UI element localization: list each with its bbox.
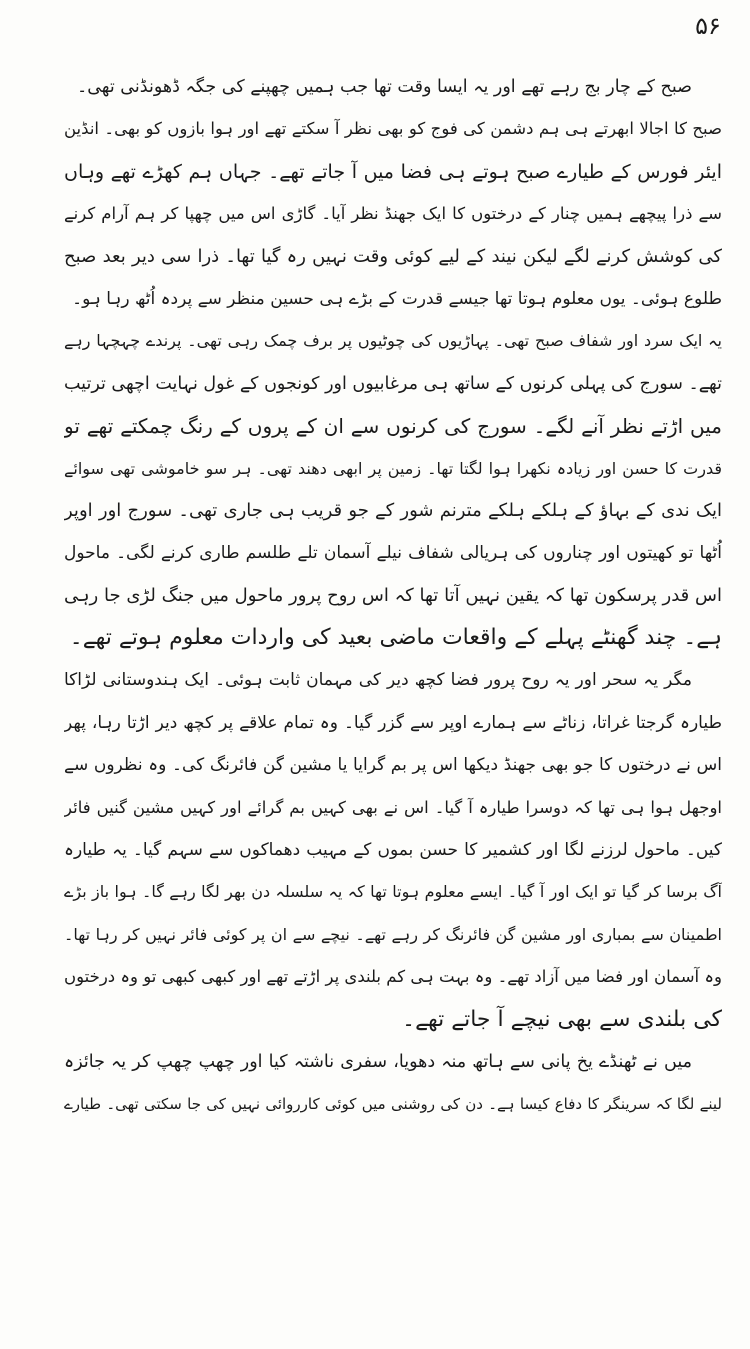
text-line: میں نے ٹھنڈے یخ پانی سے ہاتھ منہ دھویا، سفری ناشتہ کیا اور چھپ چھپ کر یہ جائزہ — [64, 1051, 692, 1072]
text-line: سے ذرا پیچھے ہمیں چنار کے درختوں کا ایک جھنڈ نظر آیا۔ گاڑی اس میں چھپا کر ہم آرام کرنے — [64, 204, 722, 224]
text-line: ہے۔ چند گھنٹے پہلے کے واقعات ماضی بعید کی واردات معلوم ہوتے تھے۔ — [69, 625, 722, 651]
body-text — [64, 66, 722, 1126]
text-line: میں اڑتے نظر آنے لگے۔ سورج کی کرنوں سے ان کے پروں کے رنگ چمکتے تھے تو — [64, 414, 722, 439]
text-line: کی بلندی سے بھی نیچے آ جاتے تھے۔ — [402, 1006, 722, 1032]
text-line: ایک ندی کے بہاؤ کے ہلکے ہلکے مترنم شور کے جو قریب ہی جاری تھی۔ سورج اور اوپر — [64, 499, 722, 521]
text-line: اُٹھا تو کھیتوں اور چناروں کی ہریالی شفاف نیلے آسمان تلے طلسم طاری کرنے لگی۔ ماحول — [64, 543, 722, 564]
text-line: ایئر فورس کے طیارے صبح ہوتے ہی فضا میں آ جاتے تھے۔ جہاں ہم کھڑے تھے وہاں — [64, 160, 722, 183]
text-line: آگ برسا کر گیا تو ایک اور آ گیا۔ ایسے معلوم ہوتا تھا کہ یہ سلسلہ دن بھر لگا رہے گا۔ ہوا باز بڑے — [64, 882, 722, 902]
text-line: کیں۔ ماحول لرزنے لگا اور کشمیر کا حسن بموں کے مہیب دھماکوں سے سہم گیا۔ یہ طیارہ — [64, 840, 722, 861]
text-line: مگر یہ سحر اور یہ روح پرور فضا کچھ دیر کی مہمان ثابت ہوئی۔ ایک ہندوستانی لڑاکا — [64, 670, 692, 691]
text-line: صبح کے چار بج رہے تھے اور یہ ایسا وقت تھا جب ہمیں چھپنے کی جگہ ڈھونڈنی تھی۔ — [76, 77, 692, 97]
text-line: تھے۔ سورج کی پہلی کرنوں کے ساتھ ہی مرغابیوں اور کونجوں کے غول نہایت اچھی ترتیب — [64, 373, 722, 394]
page-number: ۵۶ — [695, 12, 721, 40]
text-line: وہ آسمان اور فضا میں آزاد تھے۔ وہ بہت ہی کم بلندی پر اڑتے تھے اور کبھی کبھی تو وہ درختوں — [64, 967, 722, 987]
text-line: اطمینان سے بمباری اور مشین گن فائرنگ کر رہے تھے۔ نیچے سے ان پر کوئی فائر نہیں کر رہا تھا۔ — [64, 924, 722, 944]
text-line: طیارہ گرجتا غراتا، زناٹے سے ہمارے اوپر سے گزر گیا۔ وہ تمام علاقے پر کچھ دیر اڑتا رہا، پھر — [64, 712, 722, 733]
text-line: لینے لگا کہ سرینگر کا دفاع کیسا ہے۔ دن کی روشنی میں کوئی کارروائی نہیں کی جا سکتی تھی۔ طیارے — [64, 1095, 722, 1114]
text-line: اوجھل ہوا ہی تھا کہ دوسرا طیارہ آ گیا۔ اس نے بھی کہیں بم گرائے اور کہیں مشین گنیں فائر — [64, 797, 722, 817]
text-line: صبح کا اجالا ابھرتے ہی ہم دشمن کی فوج کو بھی نظر آ سکتے تھے اور ہوا بازوں کو بھی۔ انڈین — [64, 119, 722, 139]
text-line: اس قدر پرسکون تھا کہ یقین نہیں آتا تھا کہ اس روح پرور ماحول میں جنگ لڑی جا رہی — [64, 584, 722, 606]
text-line: کی کوشش کرنے لگے لیکن نیند کے لیے کوئی وقت نہیں رہ گیا تھا۔ ذرا سی دیر بعد صبح — [64, 245, 722, 267]
text-line: اس نے درختوں کا جو بھی جھنڈ دیکھا اس پر بم گرایا یا مشین گن فائرنگ کی۔ وہ نظروں سے — [64, 755, 722, 776]
text-line: یہ ایک سرد اور شفاف صبح تھی۔ پہاڑیوں کی چوٹیوں پر برف چمک رہی تھی۔ پرندے چہچہا رہے — [64, 331, 722, 351]
text-line: طلوع ہوئی۔ یوں معلوم ہوتا تھا جیسے قدرت کے بڑے ہی حسین منظر سے پردہ اُٹھ رہا ہو۔ — [72, 288, 722, 309]
text-line: قدرت کا حسن اور زیادہ نکھرا ہوا لگتا تھا۔ زمین پر ابھی دھند تھی۔ ہر سو خاموشی تھی سوائے — [64, 458, 722, 478]
